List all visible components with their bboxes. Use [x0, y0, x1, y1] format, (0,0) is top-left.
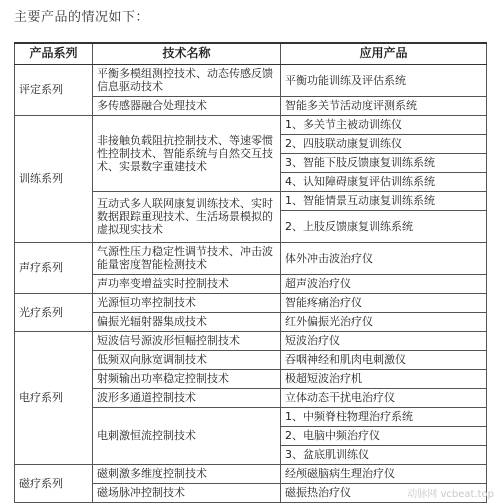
header-app: 应用产品 — [281, 43, 487, 64]
table-row — [15, 242, 487, 274]
tech-cell: 气源性压力稳定性调节技术、冲击波能量密度智能检测技术 — [93, 242, 281, 274]
app-cell: 2、四肢联动康复训练仪 — [281, 134, 487, 153]
table-header-row — [15, 43, 487, 64]
app-cell: 3、盆底肌训练仪 — [281, 445, 487, 464]
table-row — [15, 293, 487, 312]
tech-cell: 波形多通道控制技术 — [93, 388, 281, 407]
app-cell: 立体动态干扰电治疗仪 — [281, 388, 487, 407]
table-row — [15, 64, 487, 96]
header-series: 产品系列 — [15, 43, 93, 64]
tech-cell: 声功率变增益实时控制技术 — [93, 274, 281, 293]
tech-cell: 电刺激恒流控制技术 — [93, 407, 281, 464]
series-cell: 电疗系列 — [15, 331, 93, 464]
series-cell: 光疗系列 — [15, 293, 93, 331]
app-cell: 3、智能下肢反馈康复训练系统 — [281, 153, 487, 172]
tech-cell: 磁刺激多维度控制技术 — [93, 464, 281, 483]
app-cell: 短波治疗仪 — [281, 331, 487, 350]
app-cell: 红外偏振光治疗仪 — [281, 312, 487, 331]
app-cell: 1、多关节主被动训练仪 — [281, 115, 487, 134]
tech-cell: 多传感器融合处理技术 — [93, 96, 281, 115]
tech-cell: 平衡多模组测控技术、动态传感反馈信息驱动技术 — [93, 64, 281, 96]
tech-cell: 射频输出功率稳定控制技术 — [93, 369, 281, 388]
product-table — [14, 42, 487, 503]
tech-cell: 低频双向脉宽调制技术 — [93, 350, 281, 369]
tech-cell: 短波信号源波形恒幅控制技术 — [93, 331, 281, 350]
app-cell: 极超短波治疗机 — [281, 369, 487, 388]
table-row — [15, 331, 487, 350]
tech-cell: 非接触负载阻抗控制技术、等速零惯性控制技术、智能系统与自然交互技术、实景数字重建技术 — [93, 115, 281, 191]
app-cell: 磁振热治疗仪 — [281, 483, 487, 502]
app-cell: 体外冲击波治疗仪 — [281, 242, 487, 274]
app-cell: 1、智能情景互动康复训练系统 — [281, 191, 487, 210]
app-cell: 经颅磁脑病生理治疗仪 — [281, 464, 487, 483]
app-cell: 2、上肢反馈康复训练系统 — [281, 210, 487, 242]
app-cell: 1、中频脊柱物理治疗系统 — [281, 407, 487, 426]
series-cell: 训练系列 — [15, 115, 93, 242]
table-row — [15, 115, 487, 134]
app-cell: 超声波治疗仪 — [281, 274, 487, 293]
app-cell: 2、电脑中频治疗仪 — [281, 426, 487, 445]
tech-cell: 偏振光辐射器集成技术 — [93, 312, 281, 331]
series-cell: 声疗系列 — [15, 242, 93, 293]
app-cell: 4、认知障碍康复评估训练系统 — [281, 172, 487, 191]
tech-cell: 磁场脉冲控制技术 — [93, 483, 281, 502]
app-cell: 智能疼痛治疗仪 — [281, 293, 487, 312]
tech-cell: 互动式多人联网康复训练技术、实时数据跟踪重现技术、生活场景模拟的虚拟现实技术 — [93, 191, 281, 242]
app-cell: 吞咽神经和肌肉电刺激仪 — [281, 350, 487, 369]
series-cell: 磁疗系列 — [15, 464, 93, 502]
intro-text: 主要产品的情况如下： — [14, 10, 150, 25]
series-cell: 评定系列 — [15, 64, 93, 115]
app-cell: 智能多关节活动度评测系统 — [281, 96, 487, 115]
table-row — [15, 464, 487, 483]
watermark: 动脉网 vcbeat.top — [407, 489, 494, 500]
app-cell: 平衡功能训练及评估系统 — [281, 64, 487, 96]
header-tech: 技术名称 — [93, 43, 281, 64]
tech-cell: 光源恒功率控制技术 — [93, 293, 281, 312]
